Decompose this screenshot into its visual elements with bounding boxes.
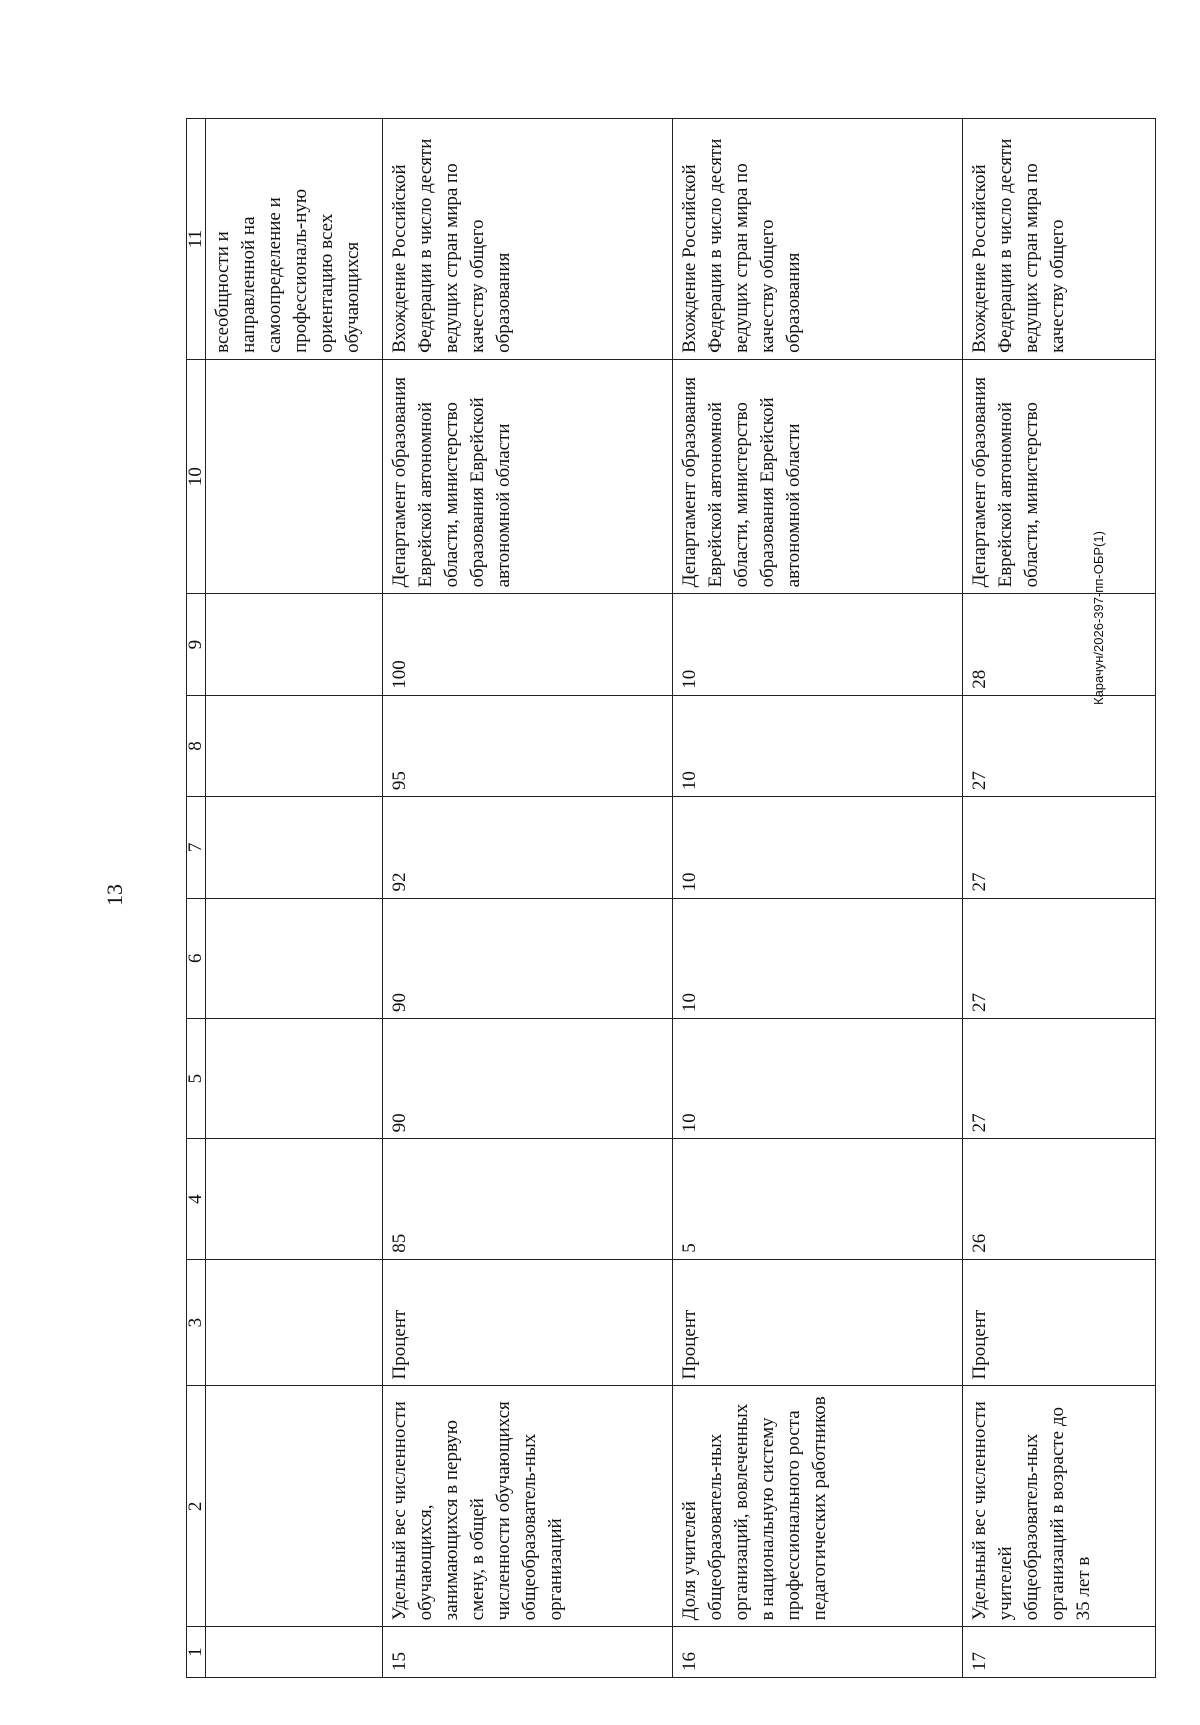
value-cell: 10 (673, 1018, 963, 1138)
column-number: 1 (187, 1627, 206, 1678)
goal-cell: Вхождение Российской Федерации в число десяти ведущих стран мира по качеству общего образования (383, 119, 673, 360)
rotated-table-page (186, 118, 1156, 1678)
row-number: 15 (383, 1627, 673, 1678)
table-cell (205, 1018, 382, 1138)
column-number: 7 (187, 797, 206, 898)
table-row (383, 119, 673, 1678)
continuation-row (205, 119, 382, 1678)
column-number: 2 (187, 1386, 206, 1627)
table-cell (205, 1386, 382, 1627)
indicator-name: Удельный вес численности учителей общеобразователь-ных организаций в возрасте до 35 лет в (963, 1386, 1156, 1627)
value-cell: 10 (673, 594, 963, 695)
column-number: 4 (187, 1139, 206, 1259)
table-cell (205, 1259, 382, 1386)
column-number: 9 (187, 594, 206, 695)
indicator-name: Удельный вес численности обучающихся, занимающихся в первую смену, в общей численности обучающихся общеобразователь-ных организаций (383, 1386, 673, 1627)
unit-cell: Процент (383, 1259, 673, 1386)
column-number: 8 (187, 695, 206, 796)
value-cell: 5 (673, 1139, 963, 1259)
table-row (673, 119, 963, 1678)
table-cell (205, 797, 382, 898)
value-cell: 10 (673, 695, 963, 796)
value-cell: 27 (963, 797, 1156, 898)
column-number: 10 (187, 359, 206, 593)
goal-cell: Вхождение Российской Федерации в число десяти ведущих стран мира по качеству общего образования (673, 119, 963, 360)
value-cell: 27 (963, 695, 1156, 796)
indicator-name: Доля учителей общеобразователь-ных организаций, вовлеченных в национальную систему профессионального роста педагогических работников (673, 1386, 963, 1627)
value-cell: 27 (963, 1018, 1156, 1138)
table-cell (205, 898, 382, 1018)
value-cell: 27 (963, 898, 1156, 1018)
unit-cell: Процент (963, 1259, 1156, 1386)
value-cell: 28 (963, 594, 1156, 695)
column-number: 5 (187, 1018, 206, 1138)
value-cell: 85 (383, 1139, 673, 1259)
value-cell: 26 (963, 1139, 1156, 1259)
responsible-cell: Департамент образования Еврейской автономной области, министерство (963, 359, 1156, 593)
row-number: 17 (963, 1627, 1156, 1678)
table-row (963, 119, 1156, 1678)
table-cell (205, 695, 382, 796)
value-cell: 90 (383, 1018, 673, 1138)
page-number: 13 (102, 884, 127, 906)
value-cell: 10 (673, 797, 963, 898)
goal-cell: всеобщности и направленной на самоопределение и профессиональ-ную ориентацию всех обучающихся (205, 119, 382, 360)
table-cell (205, 1627, 382, 1678)
value-cell: 90 (383, 898, 673, 1018)
value-cell: 92 (383, 797, 673, 898)
unit-cell: Процент (673, 1259, 963, 1386)
table-cell (205, 1139, 382, 1259)
column-number: 6 (187, 898, 206, 1018)
indicators-table (186, 118, 1156, 1678)
row-number: 16 (673, 1627, 963, 1678)
value-cell: 100 (383, 594, 673, 695)
table-cell (205, 359, 382, 593)
value-cell: 10 (673, 898, 963, 1018)
table-cell (205, 594, 382, 695)
column-number-row (187, 119, 206, 1678)
column-number: 11 (187, 119, 206, 360)
responsible-cell: Департамент образования Еврейской автономной области, министерство образования Еврейской автономной области (383, 359, 673, 593)
document-code: Карачун/2026-397-пп-ОБР(1) (1091, 531, 1106, 705)
responsible-cell: Департамент образования Еврейской автономной области, министерство образования Еврейской автономной области (673, 359, 963, 593)
goal-cell: Вхождение Российской Федерации в число десяти ведущих стран мира по качеству общего (963, 119, 1156, 360)
column-number: 3 (187, 1259, 206, 1386)
value-cell: 95 (383, 695, 673, 796)
